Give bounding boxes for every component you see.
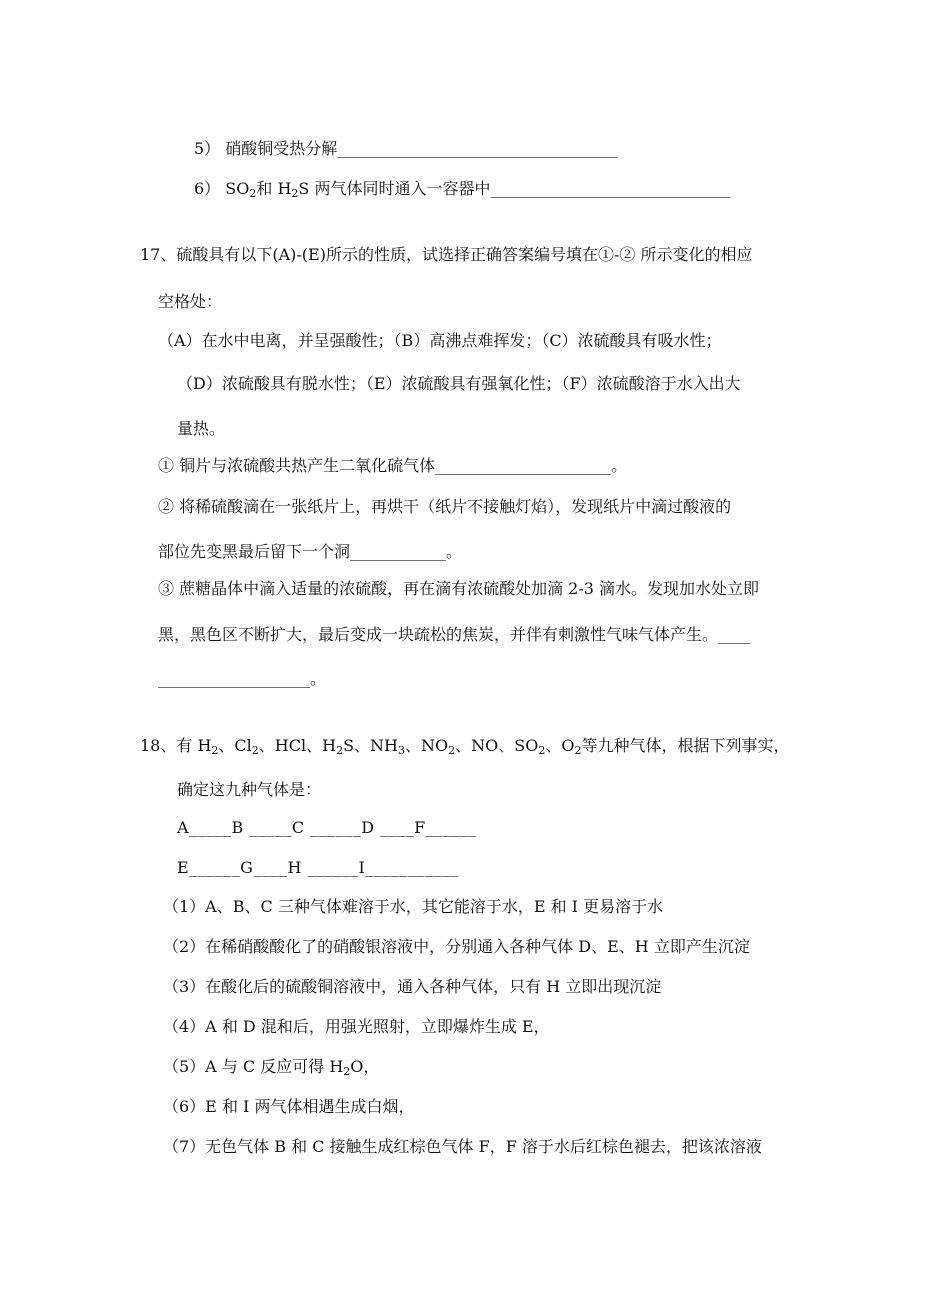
q17-options-line-1: （A）在水中电离，并呈强酸性；（B）高沸点难挥发；（C）浓硫酸具有吸水性； [158,331,722,350]
q18-clue-3: （3）在酸化后的硫酸铜溶液中，通入各种气体，只有 H 立即出现沉淀 [163,977,662,996]
q17-stem-line-1: 17、硫酸具有以下(A)-(E)所示的性质，试选择正确答案编号填在①-② 所示变化的相应 [140,245,753,264]
q18-answer-blanks-1: A_____B _____C ______D ____F______ [177,818,477,837]
q18-clue-2: （2）在稀硝酸酸化了的硝酸银溶液中，分别通入各种气体 D、E、H 立即产生沉淀 [163,937,750,956]
q18-clue-1: （1）A、B、C 三种气体难溶于水，其它能溶于水，E 和 I 更易溶于水 [163,897,664,916]
q18-stem-line-1: 18、有 $H_2$、$Cl_2$、HCl、$H_2S$、$NH_3$、$NO_2$、NO、$SO_2$、$O_2$等九种气体，根据下列事实， [140,736,790,757]
q18-clue-6: （6）E 和 I 两气体相遇生成白烟， [163,1097,415,1116]
q17-statement-2-line-1: ② 将稀硫酸滴在一张纸片上，再烘干（纸片不接触灯焰），发现纸片中滴过酸液的 [158,497,732,516]
q17-statement-3-line-2: 黑，黑色区不断扩大，最后变成一块疏松的焦炭，并伴有刺激性气味气体产生。____ [158,625,751,644]
q18-clue-5: （5）A 与 C 反应可得 $H_2O$， [163,1057,380,1078]
q17-statement-3-line-3: ___________________。 [158,669,327,688]
q18-clue-4: （4）A 和 D 混和后，用强光照射，立即爆炸生成 E， [163,1017,550,1036]
q17-statement-2-line-2: 部位先变黑最后留下一个洞____________。 [158,542,463,561]
q18-stem-line-2: 确定这九种气体是： [177,780,322,799]
q17-statement-1: ① 铜片与浓硫酸共热产生二氧化硫气体______________________。 [158,456,628,475]
q17-statement-3-line-1: ③ 蔗糖晶体中滴入适量的浓硫酸，再在滴有浓硫酸处加滴 2-3 滴水。发现加水处立即 [158,579,760,598]
q17-stem-line-2: 空格处： [158,292,223,311]
q18-clue-7: （7）无色气体 B 和 C 接触生成红棕色气体 F，F 溶于水后红棕色褪去，把该浓溶液 [163,1137,762,1156]
q16-item-6: 6） $SO_2$和 $H_2S$ 两气体同时通入一容器中______________________________ [194,179,731,200]
q16-item-5: 5） 硝酸铜受热分解___________________________________ [194,139,618,158]
q17-options-line-3: 量热。 [177,419,226,438]
q18-answer-blanks-2: E______G____H ______I___________ [177,858,459,877]
q17-options-line-2: （D）浓硫酸具有脱水性；（E）浓硫酸具有强氧化性；（F）浓硫酸溶于水入出大 [177,374,741,393]
